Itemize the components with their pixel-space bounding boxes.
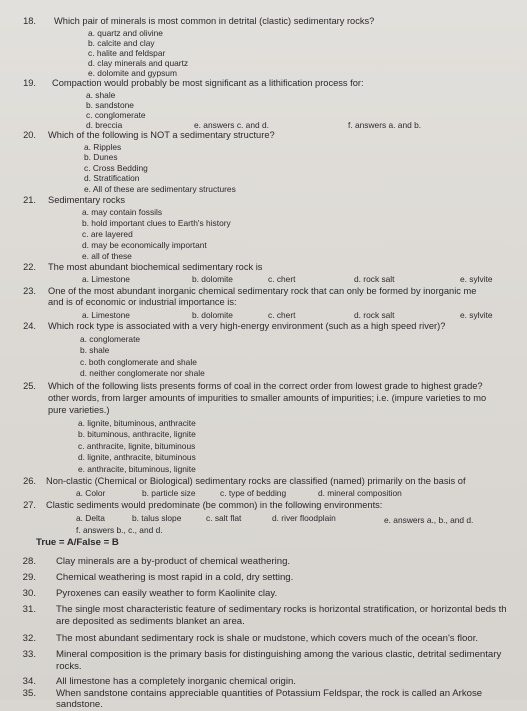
option: e. All of these are sedimentary structures [84,184,236,194]
option: c. halite and feldspar [88,48,166,58]
question-text: The most abundant biochemical sedimentary rock is [48,262,263,272]
option: b. sandstone [86,100,134,110]
option: d. rock salt [354,310,395,320]
question-number: 35. [22,688,36,699]
question-text: Chemical weathering is most rapid in a cold, dry setting. [56,572,294,583]
option: c. are layered [82,229,133,239]
option: b. calcite and clay [88,38,155,48]
option: d. Stratification [84,173,140,183]
option: a. may contain fossils [82,207,163,217]
question-number: 24. [23,321,36,331]
question-text: When sandstone contains appreciable quantities of Potassium Feldspar, the rock is called an Arkose [56,688,483,699]
question-text: other words, from larger amounts of impurities to smaller amounts of impurities; i.e. (impure varieties to mo [48,393,487,403]
option: b. dolomite [192,310,233,320]
question-text: The most abundant sedimentary rock is shale or mudstone, which covers much of the ocean's floor. [56,633,479,644]
question-text: One of the most abundant inorganic chemical sedimentary rock that can only be formed by inorganic me [48,286,477,296]
option: c. type of bedding [220,488,287,498]
option: d. may be economically important [82,240,207,250]
question-text: Clay minerals are a by-product of chemical weathering. [56,556,291,567]
question-text: and is of economic or industrial importance is: [48,297,237,307]
question-text: Mineral composition is the primary basis for distinguishing among the various clastic, detrital sedimentary [56,649,502,660]
question-text: Pyroxenes can easily weather to form Kaolinite clay. [56,588,278,599]
option: a. quartz and olivine [88,28,163,38]
question-text: Non-clastic (Chemical or Biological) sedimentary rocks are classified (named) primarily on the basis of [46,476,466,486]
question-text: pure varieties.) [48,405,110,415]
option: c. Cross Bedding [84,163,148,173]
option: a. Delta [76,513,105,523]
question-number: 26. [23,476,36,486]
option: b. hold important clues to Earth's history [82,218,231,228]
option: a. Color [76,488,106,498]
option: b. dolomite [192,274,233,284]
question-text: Clastic sediments would predominate (be common) in the following environments: [46,500,383,510]
option: d. river floodplain [272,513,336,523]
question-number: 18. [23,16,36,26]
question-text: Which rock type is associated with a very high-energy environment (such as a high speed river)? [48,321,446,331]
question-text: Sedimentary rocks [48,195,125,205]
question-number: 23. [23,286,36,296]
question-text: rocks. [56,661,82,672]
question-number: 29. [22,572,36,583]
option: e. answers a., b., and d. [384,515,474,525]
question-text: Compaction would probably be most significant as a lithification process for: [52,78,364,88]
option: b. bituminous, anthracite, lignite [78,429,196,439]
option: c. both conglomerate and shale [80,357,197,367]
option: b. Dunes [84,152,118,162]
option: a. lignite, bituminous, anthracite [78,418,196,428]
option: d. mineral composition [318,488,402,498]
question-number: 31. [22,604,36,615]
question-text: Which of the following lists presents forms of coal in the correct order from lowest grade to highest grade? [48,381,483,391]
question-text: sandstone. [56,699,103,710]
question-number: 21. [23,195,36,205]
option: d. clay minerals and quartz [88,58,189,68]
option: c. conglomerate [86,110,146,120]
option: b. talus slope [132,513,182,523]
option: a. Limestone [82,310,130,320]
option: d. rock salt [354,274,395,284]
question-number: 28. [22,556,36,567]
question-text: All limestone has a completely inorganic chemical origin. [56,676,296,687]
question-number: 34. [22,676,36,687]
question-number: 22. [23,262,36,272]
true-false-heading: True = A/False = B [36,537,119,548]
option: a. Ripples [84,142,122,152]
option: d. neither conglomerate nor shale [80,368,205,378]
option: c. salt flat [206,513,242,523]
question-text: Which of the following is NOT a sedimentary structure? [48,130,275,140]
option: b. particle size [142,488,196,498]
option: d. breccia [86,120,123,130]
option: e. answers c. and d. [194,120,269,130]
option: e. dolomite and gypsum [88,68,177,78]
option: f. answers a. and b. [348,120,422,130]
question-number: 33. [22,649,36,660]
option: c. chert [268,274,296,284]
question-number: 32. [22,633,36,644]
question-number: 30. [22,588,36,599]
question-number: 27. [23,500,36,510]
question-number: 20. [23,130,36,140]
option: d. lignite, anthracite, bituminous [78,452,196,462]
option: e. sylvite [460,310,493,320]
question-text: are deposited as sediments blanket an area. [56,616,245,627]
question-text: The single most characteristic feature of sedimentary rocks is horizontal stratification, or horizontal beds th [56,604,507,615]
option: e. sylvite [460,274,493,284]
option: e. anthracite, bituminous, lignite [78,464,196,474]
option: a. conglomerate [80,334,141,344]
option: a. shale [86,90,116,100]
option: a. Limestone [82,274,130,284]
question-text: Which pair of minerals is most common in detrital (clastic) sedimentary rocks? [54,16,375,26]
option: f. answers b., c., and d. [76,525,163,535]
option: c. chert [268,310,296,320]
option: e. all of these [82,251,132,261]
question-number: 19. [23,78,36,88]
option: b. shale [80,345,110,355]
option: c. anthracite, lignite, bituminous [78,441,196,451]
question-number: 25. [23,381,36,391]
